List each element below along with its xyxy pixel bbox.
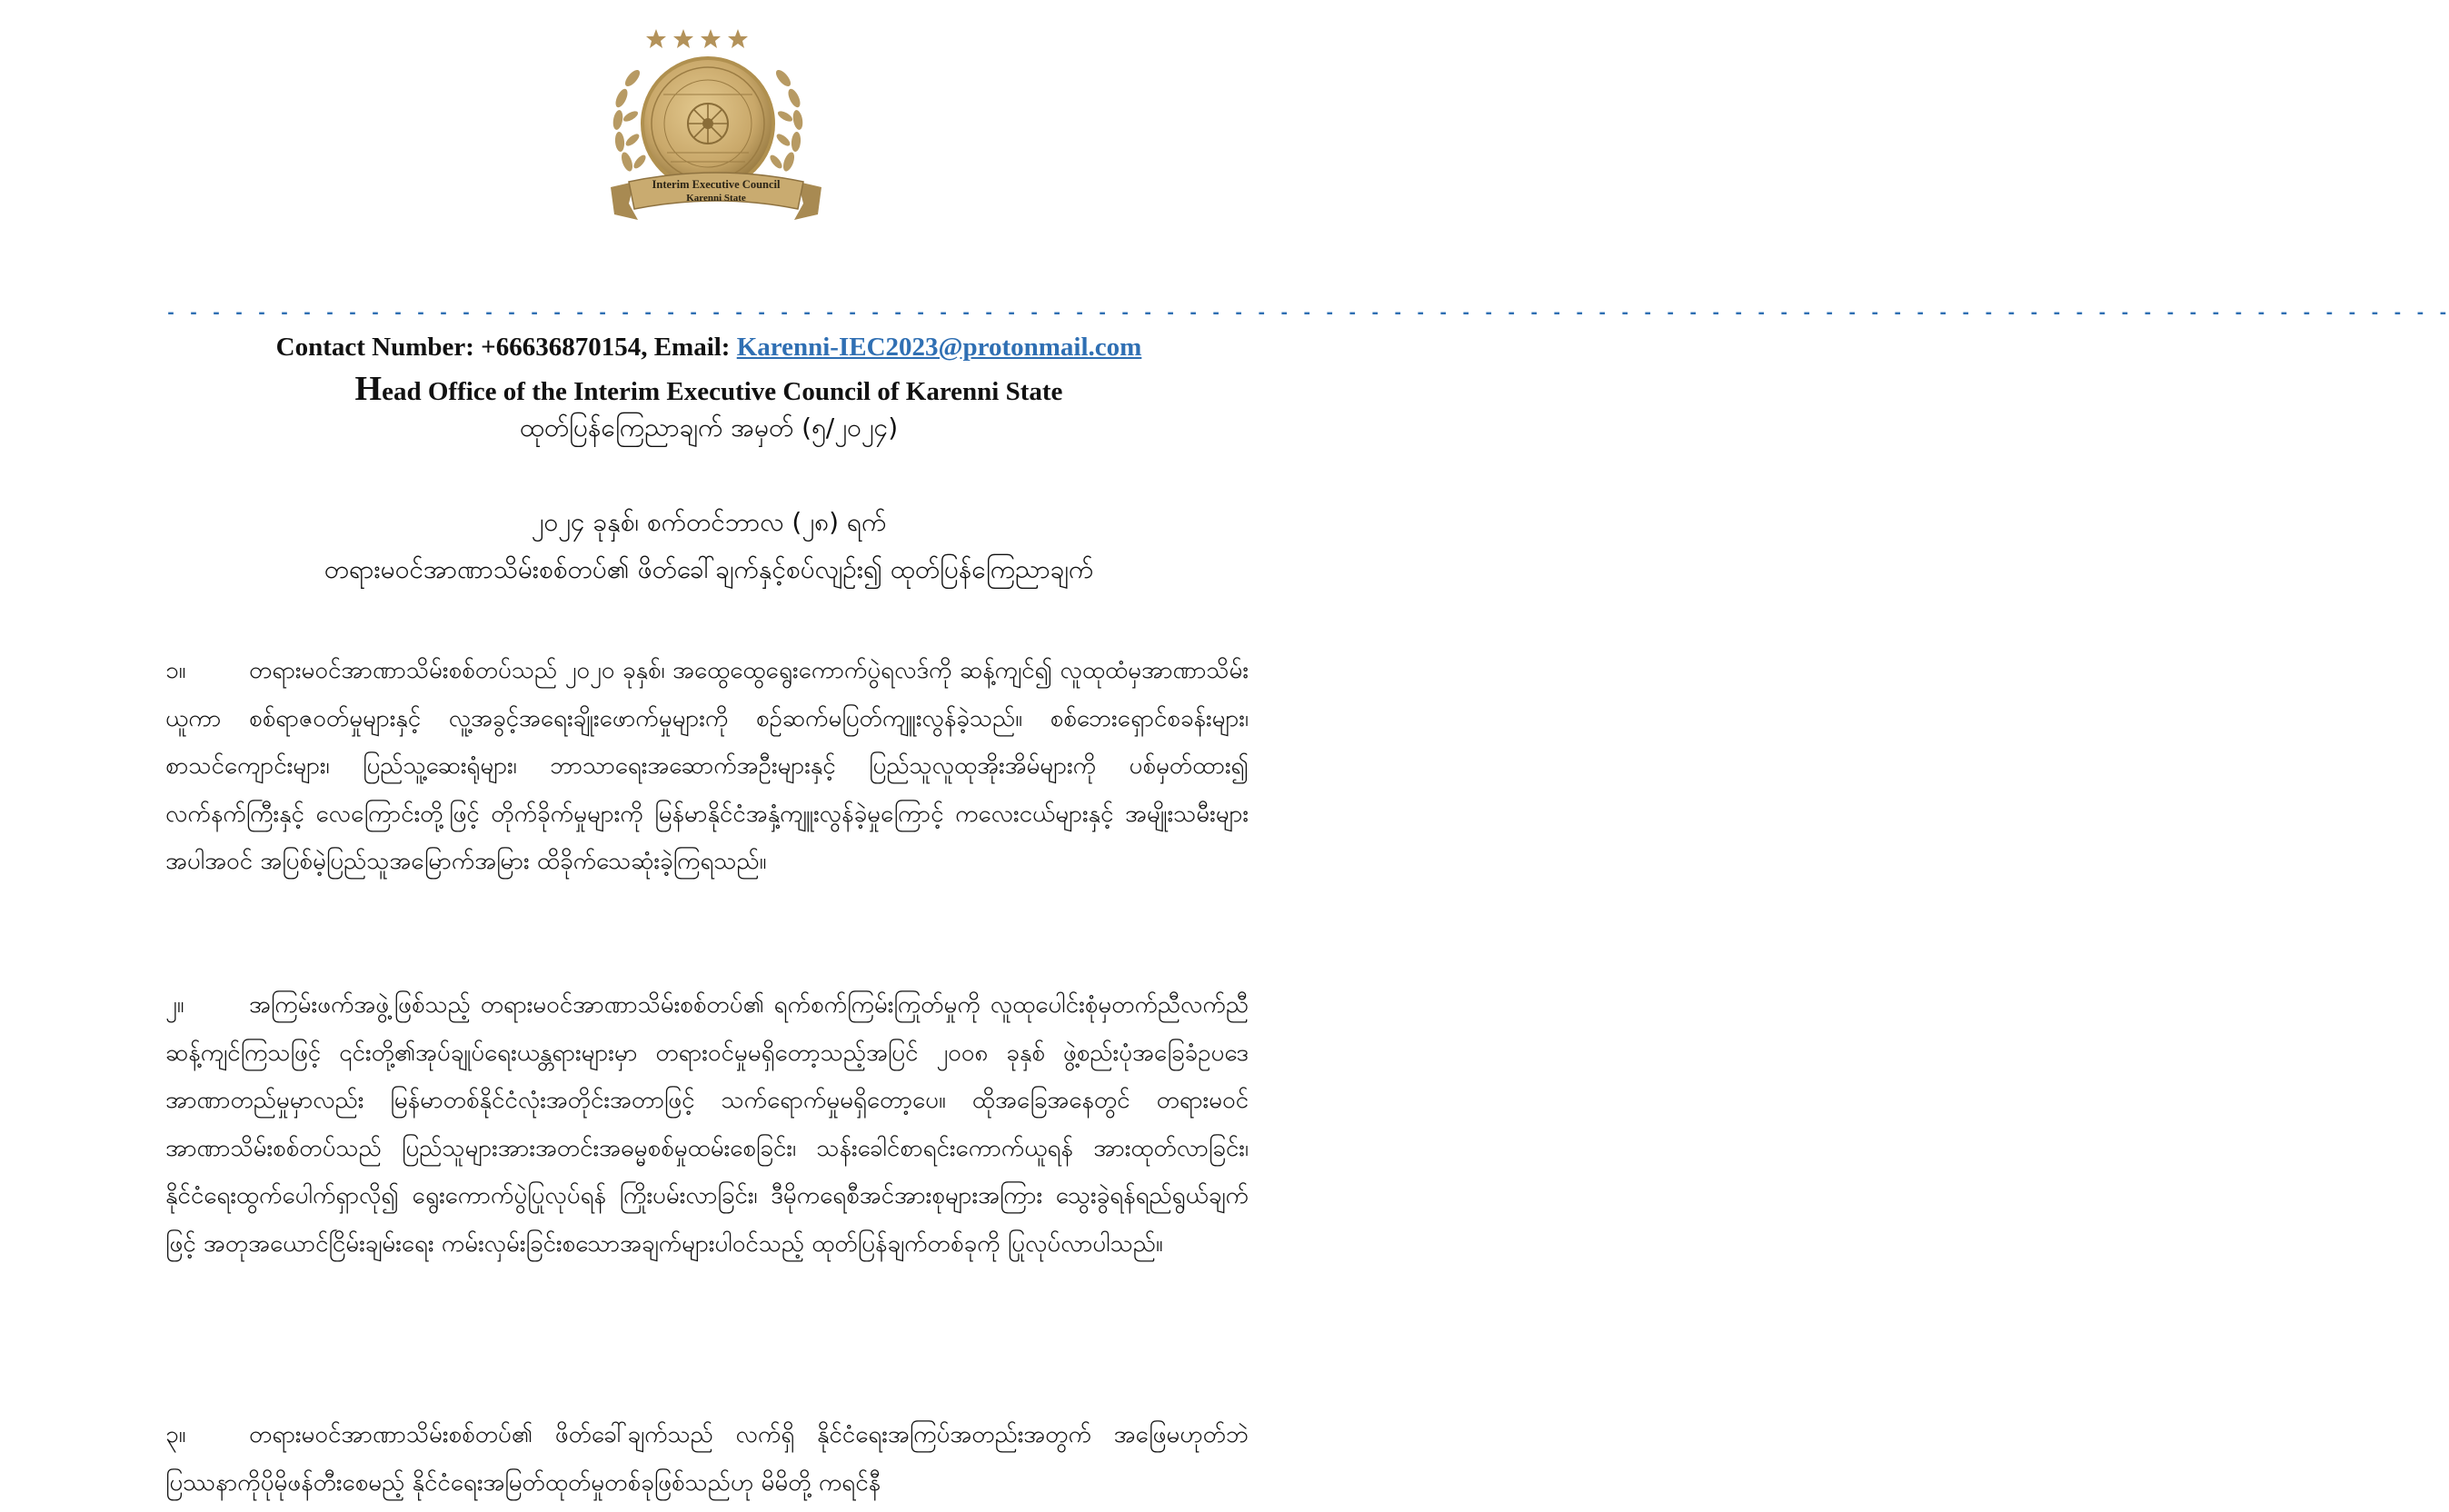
- paragraph-text: တရားမဝင်အာဏာသိမ်းစစ်တပ်၏ ဖိတ်ခေါ်ချက်သည် လက်ရှိ နိုင်ငံရေးအကြပ်အတည်းအတွက် အဖြေမဟုတ်ဘဲ ပြဿနာကိုပိုမိုဖန်တီးစေမည့် နိုင်ငံရေးအမြတ်ထုတ်မှုတစ်ခုဖြစ်သည်ဟု မိမိတို့ ကရင်နီ: [165, 1421, 1249, 1497]
- paragraph-1: [165, 647, 1249, 886]
- paragraph-number: ၁။: [165, 657, 186, 684]
- logo-title: Interim Executive Council: [652, 178, 781, 191]
- notice-subject: တရားမဝင်အာဏာသိမ်းစစ်တပ်၏ ဖိတ်ခေါ်ချက်နှင့်စပ်လျဉ်း၍ ထုတ်ပြန်ကြေညာချက်: [324, 554, 1094, 584]
- contact-line: [0, 333, 1418, 363]
- paragraph-text: တရားမဝင်အာဏာသိမ်းစစ်တပ်သည် ၂၀၂၀ ခုနှစ်၊ အထွေထွေရွေးကောက်ပွဲရလဒ်ကို ဆန့်ကျင်၍ လူထုထံမှအာဏာသိမ်းယူကာ စစ်ရာဇဝတ်မှုများနှင့် လူ့အခွင့်အရေးချိုးဖောက်မှုများကို စဉ်ဆက်မပြတ်ကျူးလွန်ခဲ့သည်။ စစ်ဘေးရှောင်စခန်းများ၊ စာသင်ကျောင်းများ၊ ပြည်သူ့ဆေးရုံများ၊ ဘာသာရေးအဆောက်အဦးများနှင့် ပြည်သူလူထုအိုးအိမ်များကို ပစ်မှတ်ထား၍ လက်နက်ကြီးနှင့် လေကြောင်းတို့ဖြင့် တိုက်ခိုက်မှုများကို မြန်မာနိုင်ငံအနှံ့ကျူးလွန်ခဲ့မှုကြောင့် ကလေးငယ်များနှင့် အမျိုးသမီးများအပါအဝင် အပြစ်မဲ့ပြည်သူအမြောက်အမြား ထိခိုက်သေဆုံးခဲ့ကြရသည်။: [165, 657, 1249, 875]
- paragraph-3: [165, 1411, 1249, 1507]
- paragraph-2: [165, 981, 1249, 1268]
- star-icon: [646, 29, 748, 48]
- contact-label: Contact Number: +66636870154, Email:: [275, 333, 737, 362]
- paragraph-number: ၂။: [165, 991, 184, 1019]
- notice-date: ၂၀၂၄ ခုနှစ်၊ စက်တင်ဘာလ (၂၈) ရက်: [531, 507, 887, 537]
- header-divider: - - - - - - - - - - - - - - - - - - - - - - - - - - - - - - - - - - - - - - - - - - - - - - - - - - - - - - - - - - - - - - - - - - - - - - - - - - - - - - - - - - - - - - - - - - - - - - - - - - - - -: [165, 303, 2449, 324]
- email-link[interactable]: Karenni-IEC2023@protonmail.com: [736, 333, 1142, 362]
- paragraph-text: အကြမ်းဖက်အဖွဲ့ဖြစ်သည့် တရားမဝင်အာဏာသိမ်းစစ်တပ်၏ ရက်စက်ကြမ်းကြုတ်မှုကို လူထုပေါင်းစုံမှတက်ညီလက်ညီ ဆန့်ကျင်ကြသဖြင့် ၎င်းတို့၏အုပ်ချုပ်ရေးယန္တရားများမှာ တရားဝင်မှုမရှိတော့သည့်အပြင် ၂၀၀၈ ခုနှစ် ဖွဲ့စည်းပုံအခြေခံဥပဒေ အာဏာတည်မှုမှာလည်း မြန်မာတစ်နိုင်ငံလုံးအတိုင်းအတာဖြင့် သက်ရောက်မှုမရှိတော့ပေ။ ထိုအခြေအနေတွင် တရားမဝင်အာဏာသိမ်းစစ်တပ်သည် ပြည်သူများအားအတင်းအဓမ္မစစ်မှုထမ်းစေခြင်း၊ သန်းခေါင်စာရင်းကောက်ယူရန် အားထုတ်လာခြင်း၊ နိုင်ငံရေးထွက်ပေါက်ရှာလို၍ ရွေးကောက်ပွဲပြုလုပ်ရန် ကြိုးပမ်းလာခြင်း၊ ဒီမိုကရေစီအင်အားစုများအကြား သွေးခွဲရန်ရည်ရွယ်ချက်ဖြင့် အတုအယောင်ငြိမ်းချမ်းရေး ကမ်းလှမ်းခြင်းစသောအချက်များပါဝင်သည့် ထုတ်ပြန်ချက်တစ်ခုကို ပြုလုပ်လာပါသည်။: [165, 991, 1249, 1258]
- seal-icon: [641, 56, 775, 191]
- head-office-initial: H: [354, 370, 383, 408]
- paragraph-number: ၃။: [165, 1421, 186, 1448]
- head-office-rest: ead Office of the Interim Executive Council of Karenni State: [382, 377, 1063, 406]
- notice-number: ထုတ်ပြန်ကြေညာချက် အမှတ် (၅/၂၀၂၄): [519, 413, 899, 443]
- council-logo: [607, 25, 825, 244]
- logo-subtitle: Karenni State: [686, 193, 746, 204]
- head-office-title: [0, 369, 1418, 409]
